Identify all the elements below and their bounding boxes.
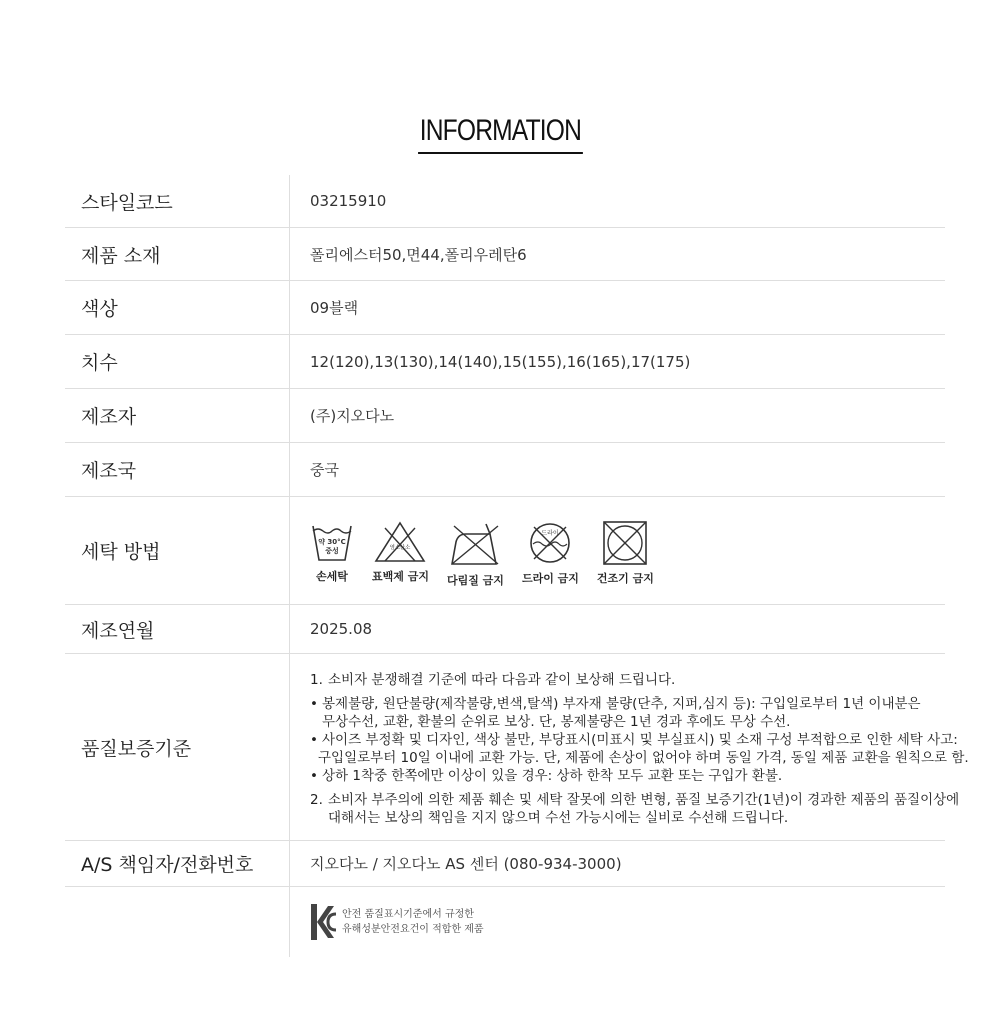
care-item-no-iron [447,520,504,588]
no-dry-clean-text: 드라이 [541,529,560,537]
row-country [65,443,945,497]
color-label: 색상 [65,281,290,335]
country-label: 제조국 [65,443,290,497]
bullet: • [310,732,318,748]
quality-line-3a [310,731,958,749]
info-table [65,175,969,957]
title-wrap [0,112,1000,154]
kc-line-1: 안전 품질표시기준에서 규정한 [342,909,474,920]
country-value: 중국 [290,443,946,497]
quality-text-2a: 봉제불량, 원단불량(제작불량,변색,탈색) 부자재 불량(단추, 지퍼,심지 등): 구입일로부터 1년 이내분은 [322,696,921,712]
row-as [65,841,945,887]
no-bleach-label: 표백제 금지 [372,569,429,583]
kc-logo-icon [310,902,338,942]
quality-value [290,654,969,841]
care-icons [310,514,945,588]
quality-text-4: 상하 1착중 한쪽에만 이상이 있을 경우: 상하 한착 모두 교환 또는 구입가 환불. [322,768,783,784]
no-bleach-oxygen: 산소 [400,544,411,551]
quality-text-1: 소비자 분쟁해결 기준에 따라 다음과 같이 보상해 드립니다. [328,672,676,688]
as-value: 지오다노 / 지오다노 AS 센터 (080-934-3000) [290,841,946,887]
kc-line-2: 유해성분안전요건이 적합한 제품 [342,924,484,935]
quality-line-1 [310,671,945,689]
material-value: 폴리에스터50,면44,폴리우레탄6 [290,228,946,281]
quality-line-2b: 무상수선, 교환, 환불의 순위로 보상. 단, 봉제불량은 1년 경과 후에도 무상 수선. [322,714,791,730]
material-label: 제품 소재 [65,228,290,281]
kc-mark [310,902,945,942]
no-tumble-dry-label: 건조기 금지 [596,571,654,585]
kc-empty-label [65,887,290,958]
care-item-no-tumble-dry [597,520,654,586]
hand-wash-label: 손세탁 [316,569,348,583]
quality-line-5b: 대해서는 보상의 책임을 지지 않으며 수선 가능시에는 실비로 수선해 드립니다. [328,810,789,826]
quality-text [310,655,969,839]
row-material [65,228,945,281]
quality-line-3b: 구입일로부터 10일 이내에 교환 가능. 단, 제품에 손상이 없어야 하며 동일 가격, 동일 제품 교환을 원칙으로 함. [318,750,969,766]
maker-value: (주)지오다노 [290,389,946,443]
care-value [290,497,946,605]
hand-wash-icon [310,520,354,564]
row-color [65,281,945,335]
bullet: • [310,696,318,712]
no-bleach-chlorine: 염소 [390,544,401,551]
quality-label: 품질보증기준 [65,654,290,841]
row-style-code [65,175,945,228]
maker-label: 제조자 [65,389,290,443]
color-value: 09블랙 [290,281,946,335]
no-dry-clean-label: 드라이 금지 [521,571,579,585]
date-label: 제조연월 [65,605,290,654]
size-value: 12(120),13(130),14(140),15(155),16(165),17(175) [290,335,946,389]
size-label: 치수 [65,335,290,389]
no-iron-label: 다림질 금지 [446,573,504,587]
row-kc [65,887,945,958]
row-date [65,605,945,654]
quality-line-2a [310,695,945,713]
quality-text-5a: 소비자 부주의에 의한 제품 훼손 및 세탁 잘못에 의한 변형, 품질 보증기간(1년)이 경과한 제품의 품질이상에 [328,792,960,808]
as-label: A/S 책임자/전화번호 [65,841,290,887]
row-size [65,335,945,389]
style-code-value: 03215910 [290,175,946,228]
hand-wash-neutral: 중성 [325,546,339,555]
no-tumble-dry-icon [601,520,649,566]
care-item-no-dry-clean [522,520,579,586]
care-item-hand-wash [310,520,354,584]
quality-num-2: 2. [310,792,323,808]
page-title: INFORMATION [418,112,583,154]
row-maker [65,389,945,443]
row-care [65,497,945,605]
quality-line-5a [310,791,960,809]
date-value: 2025.08 [290,605,946,654]
quality-line-4 [310,767,945,785]
no-dry-clean-icon [527,520,573,566]
bullet: • [310,768,318,784]
care-label: 세탁 방법 [65,497,290,605]
kc-text [342,907,484,937]
hand-wash-temp: 약 30°C [318,537,346,546]
style-code-label: 스타일코드 [65,175,290,228]
no-iron-icon [448,520,502,568]
no-bleach-icon [373,520,427,564]
row-quality [65,654,945,841]
quality-text-3a: 사이즈 부정확 및 디자인, 색상 불만, 부당표시(미표시 및 부실표시) 및 소재 구성 부적합으로 인한 세탁 사고: [322,732,958,748]
care-item-no-bleach [372,520,429,584]
quality-num-1: 1. [310,672,323,688]
kc-value [290,887,946,958]
